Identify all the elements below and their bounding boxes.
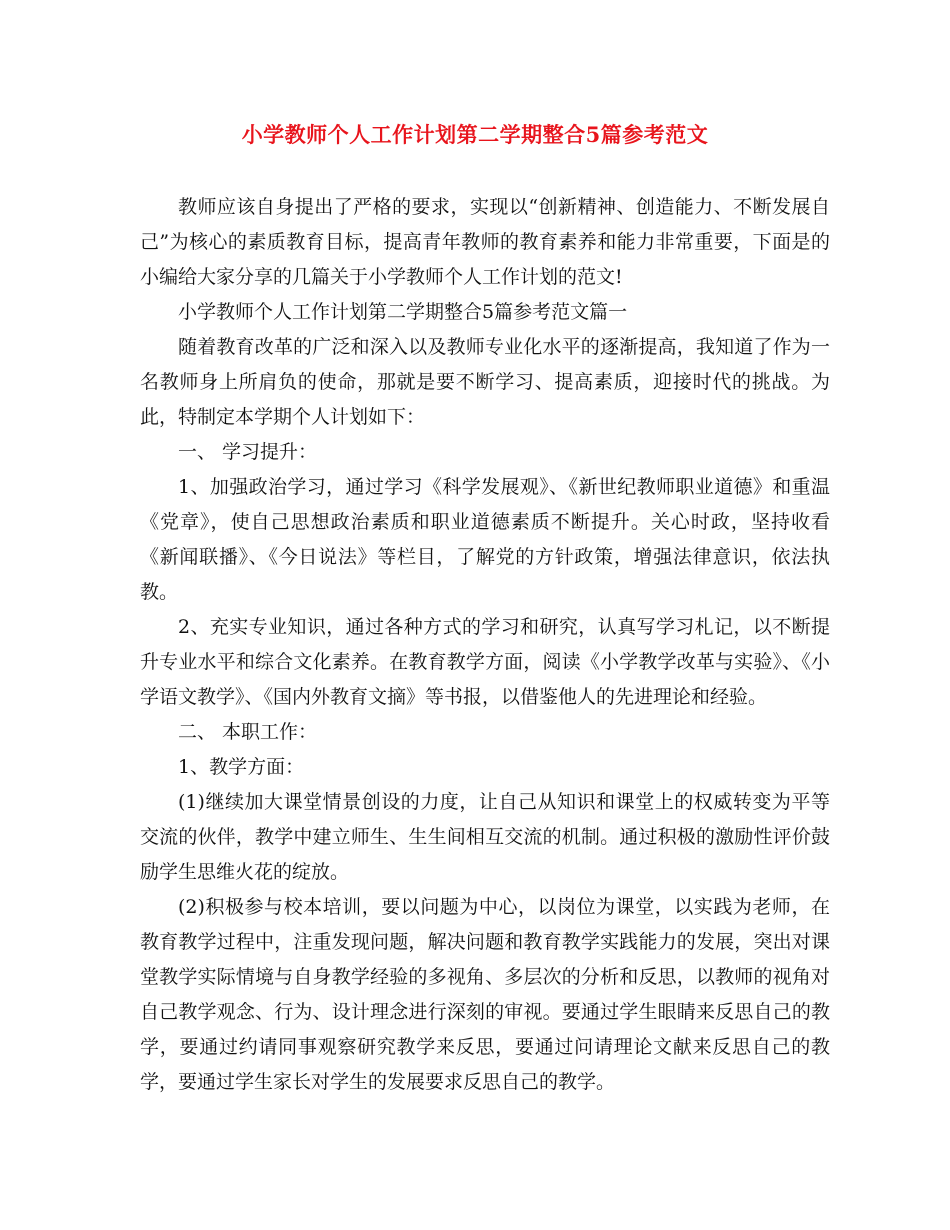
document-title: 小学教师个人工作计划第二学期整合5篇参考范文 — [241, 122, 709, 147]
subheading-teaching: 1、教学方面： — [178, 756, 305, 778]
paragraph-teaching-item-1: (1)继续加大课堂情景创设的力度，让自己从知识和课堂上的权威转变为平等交流的伙伴，教学中建立师生、生生间相互交流的机制。通过积极的激励性评价鼓励学生思维火花的绽放。 — [140, 791, 830, 883]
paragraph-teaching-item-2: (2)积极参与校本培训，要以问题为中心，以岗位为课堂，以实践为老师，在教育教学过程中，注重发现问题，解决问题和教育教学实践能力的发展，突出对课堂教学实际情境与自身教学经验的多视角、多层次的分析和反思，以教师的视角对自己教学观念、行为、设计理念进行深刻的审视。要通过学生眼睛来反思自己的教学，要通过约请同事观察研究教学来反思，要通过问请理论文献来反思自己的教学，要通过学生家长对学生的发展要求反思自己的教学。 — [140, 896, 830, 1093]
paragraph-professional-knowledge: 2、充实专业知识，通过各种方式的学习和研究，认真写学习札记，以不断提升专业水平和综合文化素养。在教育教学方面，阅读《小学教学改革与实验》、《小学语文教学》、《国内外教育文摘》等书报，以借鉴他人的先进理论和经验。 — [140, 616, 830, 708]
document-body — [140, 190, 830, 1100]
section-heading-part-one: 小学教师个人工作计划第二学期整合5篇参考范文篇一 — [178, 301, 628, 323]
opening-paragraph: 随着教育改革的广泛和深入以及教师专业化水平的逐渐提高，我知道了作为一名教师身上所肩负的使命，那就是要不断学习、提高素质，迎接时代的挑战。为此，特制定本学期个人计划如下： — [140, 336, 830, 428]
paragraph-political-study: 1、加强政治学习，通过学习《科学发展观》、《新世纪教师职业道德》和重温《党章》，使自己思想政治素质和职业道德素质不断提升。关心时政，坚持收看《新闻联播》、《今日说法》等栏目，了解党的方针政策，增强法律意识，依法执教。 — [140, 476, 830, 603]
intro-paragraph: 教师应该自身提出了严格的要求，实现以“创新精神、创造能力、不断发展自己”为核心的素质教育目标，提高青年教师的教育素养和能力非常重要，下面是的小编给大家分享的几篇关于小学教师个人工作计划的范文! — [140, 196, 830, 288]
heading-job-duties: 二、 本职工作： — [178, 721, 318, 743]
heading-study-improvement: 一、 学习提升： — [178, 441, 318, 463]
